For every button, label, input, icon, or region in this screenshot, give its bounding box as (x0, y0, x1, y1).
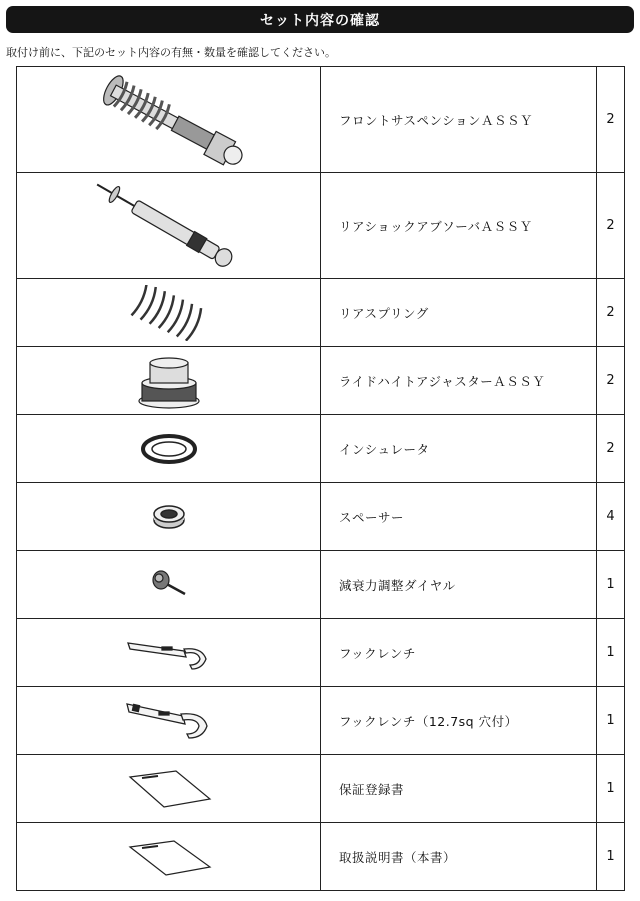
part-name: 減衰力調整ダイヤル (321, 551, 597, 619)
part-name: フックレンチ（12.7sq 穴付） (321, 687, 597, 755)
table-row (17, 67, 625, 173)
part-name: リアショックアブソーバＡＳＳＹ (321, 173, 597, 279)
parts-table (16, 66, 625, 891)
part-image-cell (17, 755, 321, 823)
part-name: インシュレータ (321, 415, 597, 483)
part-name: リアスプリング (321, 279, 597, 347)
part-quantity: 2 (597, 415, 625, 483)
table-row (17, 279, 625, 347)
rear-spring-icon (124, 285, 214, 341)
table-row (17, 551, 625, 619)
table-row (17, 687, 625, 755)
intro-text: 取付け前に、下記のセット内容の有無・数量を確認してください。 (6, 46, 336, 59)
spacer-icon (149, 502, 189, 532)
part-quantity: 2 (597, 173, 625, 279)
table-row (17, 755, 625, 823)
part-quantity: 2 (597, 347, 625, 415)
part-image-cell (17, 347, 321, 415)
part-image-cell (17, 67, 321, 173)
part-image-cell (17, 279, 321, 347)
damping-dial-icon (149, 568, 189, 602)
part-quantity: 1 (597, 551, 625, 619)
part-image-cell (17, 551, 321, 619)
insulator-icon (139, 431, 199, 467)
manual-icon (124, 837, 214, 877)
part-name: ライドハイトアジャスターＡＳＳＹ (321, 347, 597, 415)
part-quantity: 2 (597, 279, 625, 347)
part-quantity: 1 (597, 823, 625, 891)
part-quantity: 2 (597, 67, 625, 173)
hook-wrench-icon (124, 635, 214, 671)
part-image-cell (17, 619, 321, 687)
section-title: セット内容の確認 (260, 12, 380, 29)
part-image-cell (17, 483, 321, 551)
hook-wrench-square-hole-icon (121, 698, 217, 744)
part-quantity: 4 (597, 483, 625, 551)
part-quantity: 1 (597, 687, 625, 755)
part-quantity: 1 (597, 755, 625, 823)
table-row (17, 619, 625, 687)
part-name: 取扱説明書（本書） (321, 823, 597, 891)
table-row (17, 415, 625, 483)
part-quantity: 1 (597, 619, 625, 687)
part-image-cell (17, 173, 321, 279)
part-image-cell (17, 823, 321, 891)
part-image-cell (17, 415, 321, 483)
section-header (6, 6, 634, 33)
front-suspension-icon (84, 70, 254, 170)
table-row (17, 173, 625, 279)
part-image-cell (17, 687, 321, 755)
part-name: フロントサスペンションＡＳＳＹ (321, 67, 597, 173)
warranty-card-icon (124, 769, 214, 809)
part-name: スペーサー (321, 483, 597, 551)
part-name: フックレンチ (321, 619, 597, 687)
rear-shock-absorber-icon (84, 176, 254, 276)
table-row (17, 483, 625, 551)
table-row (17, 823, 625, 891)
part-name: 保証登録書 (321, 755, 597, 823)
table-row (17, 347, 625, 415)
ride-height-adjuster-icon (134, 351, 204, 411)
